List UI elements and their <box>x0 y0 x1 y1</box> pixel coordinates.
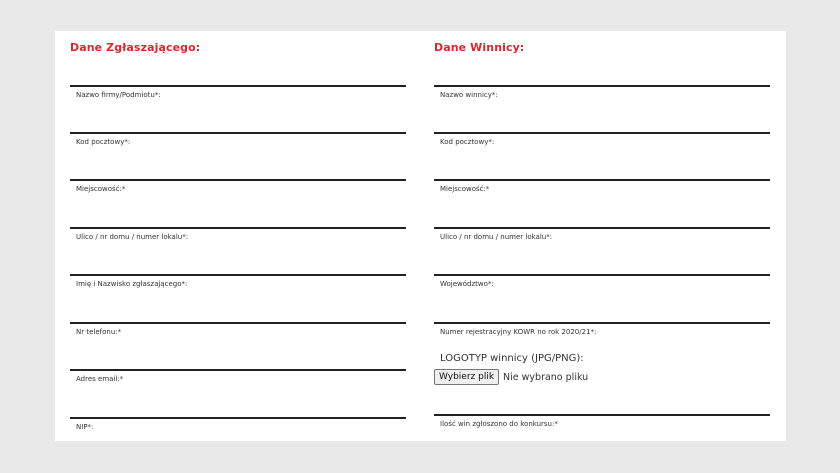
winery-postal-code-input[interactable] <box>434 112 770 134</box>
applicant-name-input[interactable] <box>70 254 406 276</box>
file-status-text: Nie wybrano pliku <box>503 371 589 383</box>
winery-city-label: Miejscowość:* <box>440 185 490 193</box>
applicant-heading: Dane Zgłaszającego: <box>70 41 201 54</box>
nip-input[interactable] <box>70 397 406 419</box>
postal-code-input[interactable] <box>70 112 406 134</box>
applicant-name-label: Imię i Nazwisko zgłaszającego*: <box>76 280 188 288</box>
phone-label: Nr telefonu:* <box>76 328 122 336</box>
city-input[interactable] <box>70 159 406 181</box>
winery-street-label: Ulico / nr domu / numer lokalu*: <box>440 233 553 241</box>
voivodeship-label: Województwo*: <box>440 280 494 288</box>
winery-city-input[interactable] <box>434 159 770 181</box>
winery-street-input[interactable] <box>434 207 770 229</box>
winery-postal-code-label: Kod pocztowy*: <box>440 138 495 146</box>
registration-number-label: Numer rejestracyjny KOWR no rok 2020/21*: <box>440 328 597 336</box>
form-panel <box>55 31 786 441</box>
street-input[interactable] <box>70 207 406 229</box>
city-label: Miejscowość:* <box>76 185 126 193</box>
logo-file-input <box>434 369 588 385</box>
company-name-input[interactable] <box>70 65 406 87</box>
winery-heading: Dane Winnicy: <box>434 41 525 54</box>
phone-input[interactable] <box>70 302 406 324</box>
choose-file-button[interactable]: Wybierz plik <box>434 369 499 385</box>
street-label: Ulico / nr domu / numer lokalu*: <box>76 233 189 241</box>
nip-label: NIP*: <box>76 423 94 431</box>
registration-number-input[interactable] <box>434 302 770 324</box>
wine-count-input[interactable] <box>434 394 770 416</box>
wine-count-label: Ilość win zgłoszono do konkursu:* <box>440 420 558 428</box>
winery-name-label: Nazwo winnicy*: <box>440 91 498 99</box>
winery-name-input[interactable] <box>434 65 770 87</box>
email-label: Adres email:* <box>76 375 124 383</box>
voivodeship-input[interactable] <box>434 254 770 276</box>
postal-code-label: Kod pocztowy*: <box>76 138 131 146</box>
logo-upload-label: LOGOTYP winnicy (JPG/PNG): <box>440 353 584 364</box>
email-input[interactable] <box>70 349 406 371</box>
company-name-label: Nazwo firmy/Podmiotu*: <box>76 91 161 99</box>
